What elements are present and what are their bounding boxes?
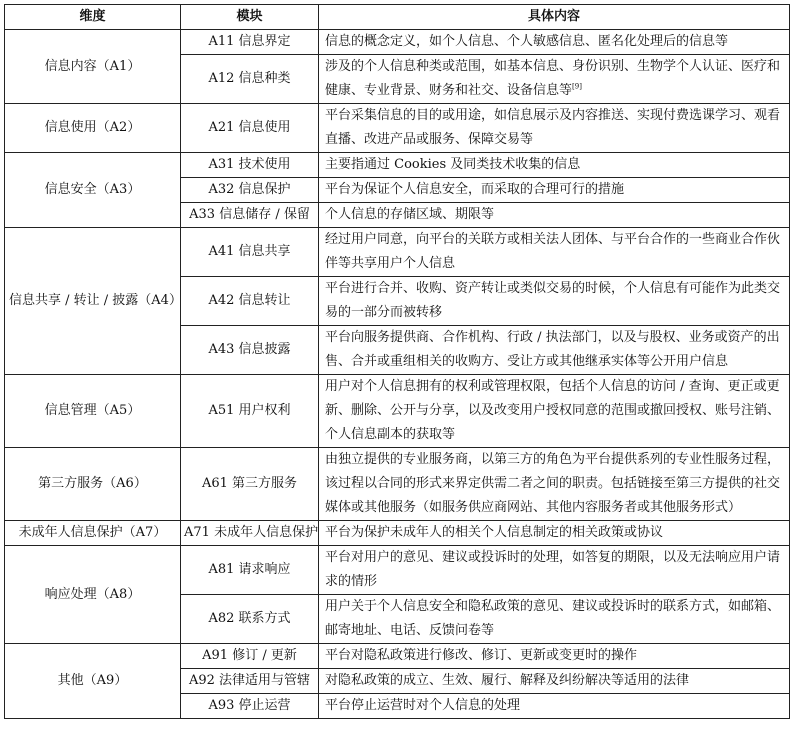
privacy-policy-dimension-table xyxy=(4,4,790,719)
module-cell: A31 技术使用 xyxy=(181,153,319,178)
module-cell: A11 信息界定 xyxy=(181,30,319,55)
table-row xyxy=(5,375,790,448)
header-dimension: 维度 xyxy=(5,5,181,30)
header-row xyxy=(5,5,790,30)
module-cell: A61 第三方服务 xyxy=(181,448,319,521)
table-row xyxy=(5,228,790,277)
module-cell: A81 请求响应 xyxy=(181,546,319,595)
module-cell: A41 信息共享 xyxy=(181,228,319,277)
dimension-cell: 信息安全（A3） xyxy=(5,153,181,228)
table-row xyxy=(5,644,790,669)
dimension-cell: 未成年人信息保护（A7） xyxy=(5,521,181,546)
content-cell: 平台对隐私政策进行修改、修订、更新或变更时的操作 xyxy=(319,644,790,669)
content-cell: 平台向服务提供商、合作机构、行政 / 执法部门，以及与股权、业务或资产的出售、合并或重组相关的收购方、受让方或其他继承实体等公开用户信息 xyxy=(319,326,790,375)
module-cell: A43 信息披露 xyxy=(181,326,319,375)
module-cell: A21 信息使用 xyxy=(181,104,319,153)
module-cell: A42 信息转让 xyxy=(181,277,319,326)
content-cell: 平台对用户的意见、建议或投诉时的处理，如答复的期限，以及无法响应用户请求的情形 xyxy=(319,546,790,595)
module-cell: A82 联系方式 xyxy=(181,595,319,644)
dimension-cell: 信息共享 / 转让 / 披露（A4） xyxy=(5,228,181,375)
module-cell: A33 信息储存 / 保留 xyxy=(181,203,319,228)
content-cell: 对隐私政策的成立、生效、履行、解释及纠纷解决等适用的法律 xyxy=(319,669,790,694)
header-module: 模块 xyxy=(181,5,319,30)
table-row xyxy=(5,30,790,55)
content-cell: 平台为保证个人信息安全，而采取的合理可行的措施 xyxy=(319,178,790,203)
content-cell: 平台停止运营时对个人信息的处理 xyxy=(319,694,790,719)
content-cell xyxy=(319,55,790,104)
module-cell: A93 停止运营 xyxy=(181,694,319,719)
content-cell: 用户对个人信息拥有的权利或管理权限，包括个人信息的访问 / 查询、更正或更新、删除、公开与分享，以及改变用户授权同意的范围或撤回授权、账号注销、个人信息副本的获取等 xyxy=(319,375,790,448)
dimension-cell: 信息内容（A1） xyxy=(5,30,181,104)
content-cell: 个人信息的存储区域、期限等 xyxy=(319,203,790,228)
table-row xyxy=(5,546,790,595)
content-cell: 平台采集信息的目的或用途，如信息展示及内容推送、实现付费选课学习、观看直播、改进产品或服务、保障交易等 xyxy=(319,104,790,153)
module-cell: A12 信息种类 xyxy=(181,55,319,104)
citation-marker: [9] xyxy=(572,82,582,91)
dimension-cell: 第三方服务（A6） xyxy=(5,448,181,521)
dimension-cell: 其他（A9） xyxy=(5,644,181,719)
content-cell: 平台为保护未成年人的相关个人信息制定的相关政策或协议 xyxy=(319,521,790,546)
content-cell: 信息的概念定义，如个人信息、个人敏感信息、匿名化处理后的信息等 xyxy=(319,30,790,55)
module-cell: A91 修订 / 更新 xyxy=(181,644,319,669)
module-cell: A32 信息保护 xyxy=(181,178,319,203)
content-cell: 主要指通过 Cookies 及同类技术收集的信息 xyxy=(319,153,790,178)
content-cell: 由独立提供的专业服务商，以第三方的角色为平台提供系列的专业性服务过程，该过程以合同的形式来界定供需二者之间的职责。包括链接至第三方提供的社交媒体或其他服务（如服务供应商网站、其他内容服务者或其他服务形式） xyxy=(319,448,790,521)
content-cell: 平台进行合并、收购、资产转让或类似交易的时候，个人信息有可能作为此类交易的一部分而被转移 xyxy=(319,277,790,326)
header-content: 具体内容 xyxy=(319,5,790,30)
table-row xyxy=(5,153,790,178)
dimension-cell: 响应处理（A8） xyxy=(5,546,181,644)
content-cell: 用户关于个人信息安全和隐私政策的意见、建议或投诉时的联系方式，如邮箱、邮寄地址、电话、反馈问卷等 xyxy=(319,595,790,644)
table-row xyxy=(5,448,790,521)
table-row xyxy=(5,521,790,546)
content-text: 涉及的个人信息种类或范围，如基本信息、身份识别、生物学个人认证、医疗和健康、专业背景、财务和社交、设备信息等 xyxy=(325,59,781,98)
content-cell: 经过用户同意，向平台的关联方或相关法人团体、与平台合作的一些商业合作伙伴等共享用户个人信息 xyxy=(319,228,790,277)
dimension-cell: 信息管理（A5） xyxy=(5,375,181,448)
dimension-cell: 信息使用（A2） xyxy=(5,104,181,153)
module-cell: A51 用户权利 xyxy=(181,375,319,448)
module-cell: A92 法律适用与管辖 xyxy=(181,669,319,694)
module-cell: A71 未成年人信息保护 xyxy=(181,521,319,546)
table-row xyxy=(5,104,790,153)
